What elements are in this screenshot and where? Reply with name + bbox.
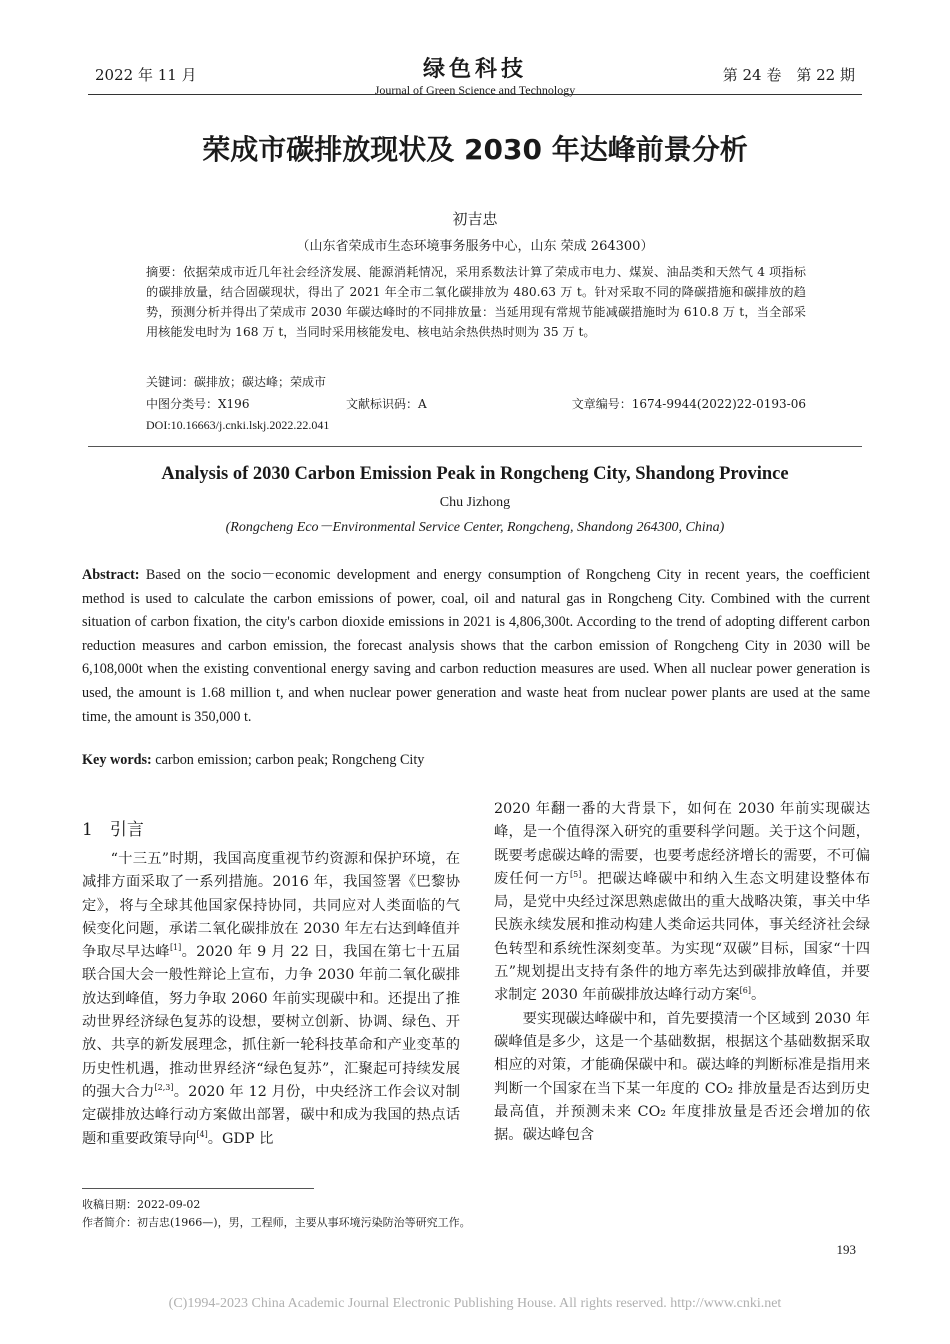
- text-run: 。2020 年 9 月 22 日，我国在第七十五届联合国大会一般性辩论上宣布，力争 2030 年前二氧化碳排放达到峰值，努力争取 2060 年前实现碳中和。还提出了推动世界经济绿色复苏的设想，要树立创新、协调、绿色、开放、共享的新发展理念，抓住新一轮科技革命和产业变革的历史性机遇，推动世界经济“绿色复苏”，汇聚起可持续发展的强大合力: [82, 944, 460, 1100]
- author-en: Chu Jizhong: [439, 495, 511, 510]
- paragraph: 要实现碳达峰碳中和，首先要摸清一个区域到 2030 年碳峰值是多少，这是一个基础数据，根据这个基础数据采取相应的对策，才能确保碳中和。碳达峰的判断标准是指用来判断一个国家在当下某一年度的 CO₂ 排放量是否达到历史最高值，并预测未来 CO₂ 年度排放量是否还会增加的依据。碳达峰包含: [494, 1010, 870, 1144]
- citation[interactable]: [1]: [169, 943, 182, 953]
- abstract-label-en: Abstract:: [82, 567, 140, 583]
- body-column-left: [82, 848, 460, 1151]
- article-number: 文章编号：1674-9944(2022)22-0193-06: [571, 397, 806, 411]
- clc-number: 中图分类号：X196: [146, 397, 250, 411]
- citation[interactable]: [5]: [569, 869, 582, 879]
- abstract-en: [82, 564, 870, 729]
- abstract-text-cn: 依据荣成市近几年社会经济发展、能源消耗情况，采用系数法计算了荣成市电力、煤炭、油品类和天然气 4 项指标的碳排放量，结合固碳现状，得出了 2021 年全市二氧化碳排放为 480.63 万 t。针对采取不同的降碳措施和碳排放的趋势，预测分析并得出了荣成市 2030 年碳达峰时的不同排放量：当延用现有常规节能减碳措施时为 610.8 万 t，当全部采用核能发电时为 168 万 t，当同时采用核能发电、核电站余热供热时则为 35 万 t。: [146, 265, 806, 339]
- article-title-en: Analysis of 2030 Carbon Emission Peak in Rongcheng City, Shandong Province: [161, 464, 789, 484]
- footnote-divider: [82, 1188, 314, 1189]
- author-bio: 作者简介：初吉忠(1966—)，男，工程师，主要从事环境污染防治等研究工作。: [82, 1216, 471, 1229]
- keywords-en: [82, 752, 424, 769]
- received-date: 收稿日期：2022-09-02: [82, 1198, 201, 1211]
- body-column-right: [494, 798, 870, 1147]
- citation[interactable]: [2,3]: [154, 1082, 174, 1092]
- page-number: 193: [836, 1242, 856, 1257]
- abstract-text-en: Based on the socio－economic development and energy consumption of Rongcheng City in recent years, the coefficient method is used to calculate the carbon emissions of power, coal, oil and natural gas in Rongcheng City. Combined with the current situation of carbon fixation, the city's carbon dioxide emissions in 2021 is 4,806,300t. According to the trend of adopting different carbon reduction measures and carbon emission, the forecast analysis shows that the carbon emission of Rongcheng City in 2030 will be 6,108,000t when the existing conventional energy saving and carbon reduction measures are used. When all nuclear power generation is used, the amount is 1.68 million t, and when nuclear power generation and waste heat from nuclear power plants are used at the same time, the amount is 350,000 t.: [82, 567, 870, 725]
- classification-row: [146, 395, 806, 413]
- text-run: 。: [750, 987, 766, 1004]
- text-run: 2020 年翻一番的大背景下，如何在 2030 年前实现碳达峰，是一个值得深入研究的重要科学问题。关于这个问题，既要考虑碳达峰的需要，也要考虑经济增长的需要，不可偏废任何一方: [494, 801, 870, 887]
- paragraph: [494, 798, 870, 1008]
- citation[interactable]: [4]: [196, 1129, 208, 1139]
- abstract-label-cn: 摘要：: [146, 265, 184, 279]
- text-run: 。把碳达峰碳中和纳入生态文明建设整体布局，是党中央经过深思熟虑做出的重大战略决策，事关中华民族永续发展和推动构建人类命运共同体，事关经济社会绿色转型和系统性深刻变革。为实现“双碳”目标，国家“十四五”规划提出支持有条件的地方率先达到碳排放峰值，并要求制定 2030 年前碳排放达峰行动方案: [494, 870, 871, 1004]
- text-run: 。2020 年 12 月份，中央经济工作会议对制定碳排放达峰行动方案做出部署，碳中和成为我国的热点话题和重要政策导向: [82, 1083, 460, 1147]
- journal-title-en: Journal of Green Science and Technology: [374, 83, 576, 97]
- article-title-cn: 荣成市碳排放现状及 2030 年达峰前景分析: [202, 133, 748, 166]
- abstract-cn: [146, 262, 806, 342]
- keywords-label-en: Key words:: [82, 752, 152, 768]
- header-divider: [88, 94, 862, 95]
- journal-title-cn: 绿色科技: [422, 56, 527, 82]
- paragraph: [82, 848, 460, 1151]
- affiliation-cn: （山东省荣成市生态环境事务服务中心，山东 荣成 264300）: [296, 239, 654, 254]
- author-cn: 初吉忠: [452, 210, 498, 228]
- citation[interactable]: [6]: [739, 986, 751, 996]
- document-code: 文献标识码：A: [346, 397, 427, 411]
- section-divider: [88, 446, 862, 447]
- keywords-text-en: carbon emission; carbon peak; Rongcheng City: [151, 752, 425, 768]
- header-date: 2022 年 11 月: [95, 66, 197, 84]
- affiliation-en: (Rongcheng Eco－Environmental Service Center, Rongcheng, Shandong 264300, China): [225, 520, 725, 535]
- copyright-watermark: (C)1994-2023 China Academic Journal Electronic Publishing House. All rights reserved. http://www.cnki.net: [168, 1296, 782, 1311]
- keywords-cn: 关键词：碳排放；碳达峰；荣成市: [146, 375, 327, 389]
- text-run: 。GDP 比: [207, 1130, 274, 1147]
- section-heading: 1 引言: [82, 820, 144, 840]
- header-issue: 第 24 卷 第 22 期: [722, 66, 855, 84]
- doi[interactable]: DOI:10.16663/j.cnki.lskj.2022.22.041: [146, 418, 330, 432]
- text-run: “十三五”时期，我国高度重视节约资源和保护环境，在减排方面采取了一系列措施。2016 年，我国签署《巴黎协定》，将与全球其他国家保持协同，共同应对人类面临的气候变化问题，承诺二氧化碳排放在 2030 年左右达到峰值并争取尽早达峰: [82, 851, 460, 961]
